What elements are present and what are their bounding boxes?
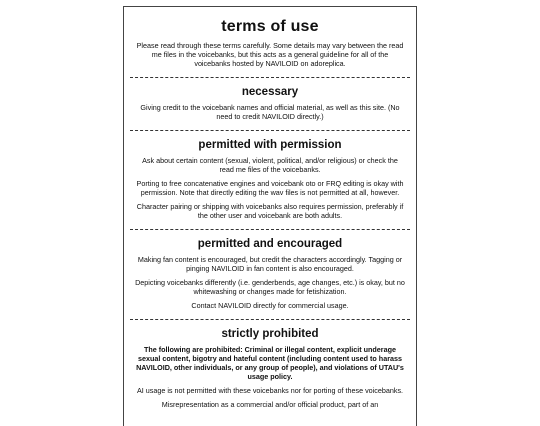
section-permitted-with-permission — [130, 138, 410, 230]
section-text: Ask about certain content (sexual, violent, political, and/or religious) or check the read me files of the voicebanks. — [142, 156, 398, 174]
section-text: AI usage is not permitted with these voicebanks nor for porting of these voicebanks. — [136, 386, 404, 395]
intro-section — [130, 18, 410, 78]
section-text: Depicting voicebanks differently (i.e. genderbends, age changes, etc.) is okay, but no whitewashing or changes made for fetishization. — [135, 278, 405, 296]
section-permitted-and-encouraged — [130, 237, 410, 320]
page-title: terms of use — [221, 18, 319, 35]
section-heading-permitted-with-permission: permitted with permission — [198, 139, 342, 151]
section-text: Contact NAVILOID directly for commercial usage. — [191, 301, 349, 310]
section-text: Character pairing or shipping with voicebanks also requires permission, preferably if the other user and voicebank are both adults. — [136, 202, 404, 220]
intro-text: Please read through these terms carefully. Some details may vary between the read me files in the voicebanks, but this acts as a general guideline for all of the voicebanks hosted by NAVILOID on adoreplica. — [136, 41, 404, 68]
prohibited-summary-text: The following are prohibited: Criminal or illegal content, explicit underage sexual content, bigotry and hateful content (including content used to harass NAVILOID, other individuals, or any group of people), and violations of UTAU's usage policy. — [136, 345, 404, 381]
section-heading-strictly-prohibited: strictly prohibited — [221, 328, 319, 340]
section-text: Porting to free concatenative engines and voicebank oto or FRQ editing is okay with permission. Note that directly editing the wav files is not permitted at all, however. — [136, 179, 404, 197]
section-text: Making fan content is encouraged, but credit the characters accordingly. Tagging or pinging NAVILOID in fan content is also encouraged. — [137, 255, 403, 273]
section-text: Giving credit to the voicebank names and official material, as well as this site. (No need to credit NAVILOID directly.) — [140, 103, 400, 121]
section-heading-permitted-and-encouraged: permitted and encouraged — [197, 238, 343, 250]
section-heading-necessary: necessary — [241, 86, 299, 98]
section-text: Misrepresentation as a commercial and/or official product, part of an — [161, 400, 379, 409]
section-necessary — [130, 85, 410, 131]
section-strictly-prohibited — [130, 327, 410, 418]
terms-panel — [123, 6, 417, 426]
